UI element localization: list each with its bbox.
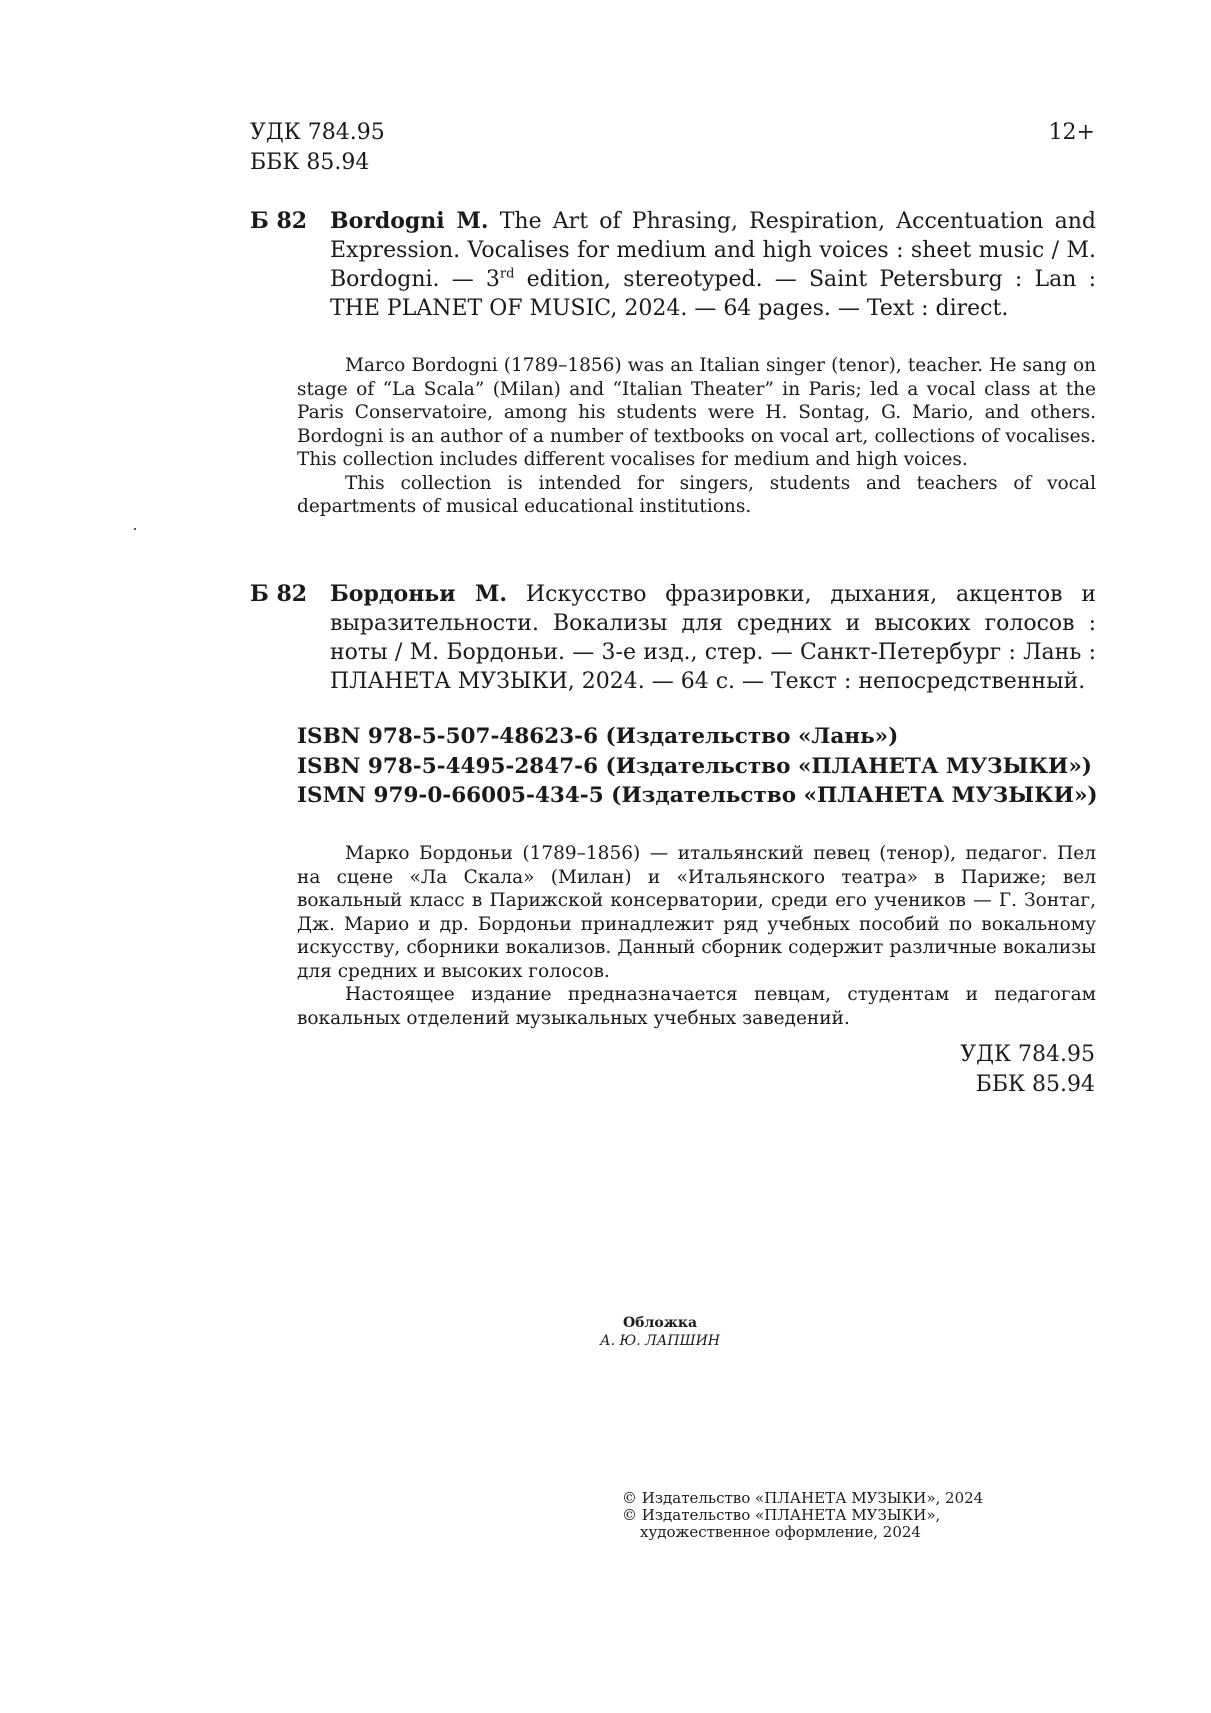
english-entry-author: Bordogni M. (330, 208, 489, 234)
header-classification (250, 118, 385, 178)
stray-dot (134, 528, 136, 530)
english-entry (250, 207, 1096, 323)
russian-entry-description: Искусство фразировки, дыхания, акцентов и выразительности. Вокализы для средних и высоких голосов : ноты / М. Бордоньи. — 3-е изд., стер. — Санкт-Петербург : Лань : ПЛАНЕТА МУЗЫКИ, 2024. — 64 с. — Текст : непосредственный. (330, 582, 1096, 694)
ismn-planeta: ISMN 979-0-66005-434-5 (Издательство «ПЛАНЕТА МУЗЫКИ») (297, 783, 1098, 808)
english-entry-description-end: edition, stereotyped. — Saint Petersburg : Lan : THE PLANET OF MUSIC, 2024. — 64 pages. — Text : direct. (330, 267, 1096, 321)
russian-entry-code: Б 82 (250, 581, 308, 607)
cover-credit (540, 1314, 780, 1350)
copyright-line-1: © Издательство «ПЛАНЕТА МУЗЫКИ», 2024 (622, 1489, 984, 1507)
bottom-udk: УДК 784.95 (960, 1042, 1095, 1067)
russian-abstract (297, 842, 1096, 1030)
russian-abstract-p2: Настоящее издание предназначается певцам, студентам и педагогам вокальных отделений музыкальных учебных заведений. (297, 984, 1096, 1029)
cover-label: Обложка (622, 1315, 698, 1331)
english-abstract-p1: Marco Bordogni (1789–1856) was an Italian singer (tenor), teacher. He sang on stage of “La Scala” (Milan) and “Italian Theater” in Paris; led a vocal class at the Paris Conservatoire, among his students were H. Sontag, G. Mario, and others. Bordogni is an author of a number of textbooks on vocal art, collections of vocalises. This collection includes different vocalises for medium and high voices. (297, 355, 1096, 470)
english-entry-code: Б 82 (250, 208, 308, 234)
english-abstract-p2: This collection is intended for singers, students and teachers of vocal departments of musical educational institutions. (297, 472, 1096, 517)
copyright-line-2: © Издательство «ПЛАНЕТА МУЗЫКИ», (622, 1506, 941, 1524)
russian-entry-author: Бордоньи М. (330, 581, 508, 607)
isbn-block (297, 722, 1098, 811)
copyright-block (622, 1490, 983, 1541)
age-rating: 12+ (1048, 120, 1095, 145)
isbn-planeta: ISBN 978-5-4495-2847-6 (Издательство «ПЛАНЕТА МУЗЫКИ») (297, 753, 1092, 779)
russian-abstract-p1: Марко Бордоньи (1789–1856) — итальянский певец (тенор), педагог. Пел на сцене «Ла Скала» (Милан) и «Итальянского театра» в Париже; вел вокальный класс в Парижской консерватории, среди его учеников — Г. Зонтаг, Дж. Марио и др. Бордоньи принадлежит ряд учебных пособий по вокальному искусству, сборники вокализов. Данный сборник содержит различные вокализы для средних и высоких голосов. (297, 843, 1096, 982)
bottom-classification (960, 1040, 1095, 1100)
bottom-bbk: ББК 85.94 (975, 1072, 1095, 1097)
english-entry-text (330, 207, 1096, 323)
russian-entry (250, 580, 1096, 696)
english-abstract (297, 354, 1096, 519)
header-udk: УДК 784.95 (250, 120, 385, 145)
copyright-line-3: художественное оформление, 2024 (640, 1523, 921, 1541)
cover-designer: А. Ю. ЛАПШИН (600, 1333, 720, 1349)
header-bbk: ББК 85.94 (250, 150, 370, 175)
english-entry-description: The Art of Phrasing, Respiration, Accentuation and Expression. Vocalises for medium and high voices : sheet music / M. Bordogni. — 3 (330, 209, 1096, 292)
english-entry-sup: rd (499, 266, 515, 282)
russian-entry-text (330, 580, 1096, 696)
isbn-lan: ISBN 978-5-507-48623-6 (Издательство «Лань») (297, 724, 899, 749)
